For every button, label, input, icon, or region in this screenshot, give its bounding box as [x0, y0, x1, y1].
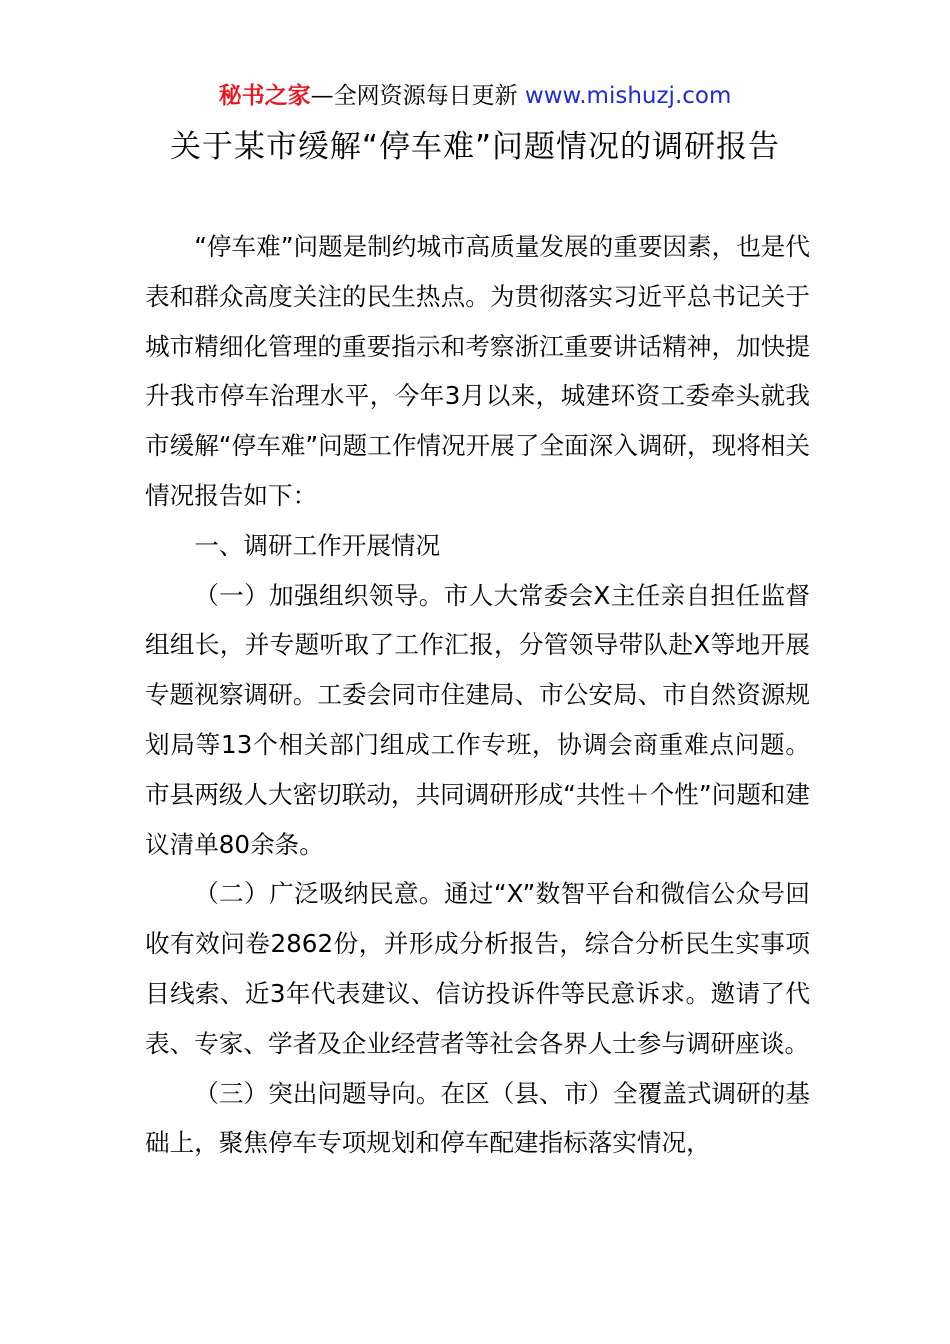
paragraph-problem-oriented: （三）突出问题导向。在区（县、市）全覆盖式调研的基础上，聚焦停车专项规划和停车配建指标落实情况，: [145, 1078, 810, 1158]
document-body: [145, 222, 810, 1168]
document-title: 关于某市缓解“停车难”问题情况的调研报告: [169, 129, 781, 165]
section-heading-1: 一、调研工作开展情况: [194, 530, 441, 560]
site-url-link[interactable]: www.mishuzj.com: [524, 83, 732, 109]
paragraph-organization: （一）加强组织领导。市人大常委会X主任亲自担任监督组组长，并专题听取了工作汇报，分管领导带队赴X等地开展专题视察调研。工委会同市住建局、市公安局、市自然资源规划局等13个相关部门组成工作专班，协调会商重难点问题。市县两级人大密切联动，共同调研形成“共性＋个性”问题和建议清单80余条。: [145, 580, 810, 859]
paragraph-public-opinion: （二）广泛吸纳民意。通过“X”数智平台和微信公众号回收有效问卷2862份，并形成分析报告，综合分析民生实事项目线索、近3年代表建议、信访投诉件等民意诉求。邀请了代表、专家、学者及企业经营者等社会各界人士参与调研座谈。: [145, 879, 810, 1058]
site-brand: 秘书之家: [218, 83, 311, 109]
site-tagline: —全网资源每日更新: [310, 83, 518, 109]
paragraph-intro: “停车难”问题是制约城市高质量发展的重要因素，也是代表和群众高度关注的民生热点。为贯彻落实习近平总书记关于城市精细化管理的重要指示和考察浙江重要讲话精神，加快提升我市停车治理水平，今年3月以来，城建环资工委牵头就我市缓解“停车难”问题工作情况开展了全面深入调研，现将相关情况报告如下：: [145, 232, 810, 510]
site-header: [0, 80, 950, 112]
